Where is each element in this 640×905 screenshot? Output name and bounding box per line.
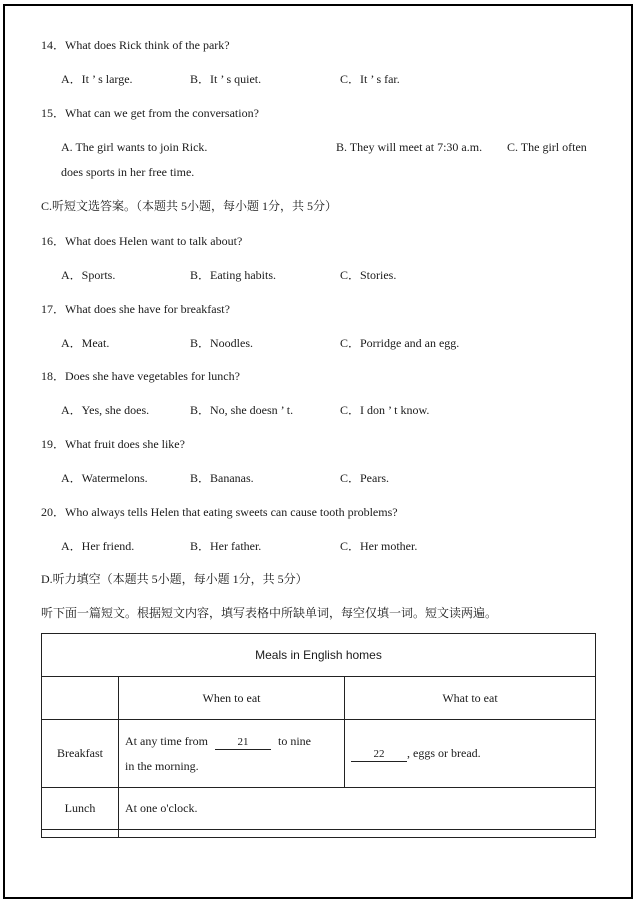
lunch-when: At one o'clock. xyxy=(119,788,596,830)
q20-option-a: A．Her friend. xyxy=(61,539,135,553)
question-19: 19．What fruit does she like? xyxy=(41,437,185,451)
q15-option-c-cont: does sports in her free time. xyxy=(61,165,195,179)
q19-option-a: A．Watermelons. xyxy=(61,471,148,485)
q19-option-c: C．Pears. xyxy=(340,471,389,485)
question-20: 20．Who always tells Helen that eating sweets can cause tooth problems? xyxy=(41,505,398,519)
header-empty-cell xyxy=(42,677,119,720)
header-when: When to eat xyxy=(119,677,345,720)
table-title: Meals in English homes xyxy=(42,634,596,677)
q19-option-b: B．Bananas. xyxy=(190,471,254,485)
q20-option-b: B．Her father. xyxy=(190,539,262,553)
breakfast-when-post: to nine xyxy=(277,733,311,748)
section-d-heading: D.听力填空（本题共 5小题，每小题 1分，共 5分） xyxy=(41,572,308,586)
meals-table xyxy=(41,633,596,838)
q20-option-c: C．Her mother. xyxy=(340,539,418,553)
question-14: 14．What does Rick think of the park? xyxy=(41,38,230,52)
q17-option-b: B．Noodles. xyxy=(190,336,254,350)
blank-22: 22 xyxy=(351,748,407,762)
q16-option-c: C．Stories. xyxy=(340,268,397,282)
breakfast-when-line2: in the morning. xyxy=(125,758,199,773)
q18-option-a: A．Yes, she does. xyxy=(61,403,150,417)
table-row-partial xyxy=(42,830,596,838)
question-16: 16．What does Helen want to talk about? xyxy=(41,234,243,248)
q14-option-c: C．It ’ s far. xyxy=(340,72,400,86)
q17-option-c: C．Porridge and an egg. xyxy=(340,336,460,350)
q14-option-b: B．It ’ s quiet. xyxy=(190,72,262,86)
q15-option-c: C. The girl often xyxy=(507,140,587,154)
section-d-instruction: 听下面一篇短文。根据短文内容，填写表格中所缺单词，每空仅填一词。短文读两遍。 xyxy=(41,606,498,620)
breakfast-what-post: , eggs or bread. xyxy=(407,745,481,760)
question-15: 15．What can we get from the conversation? xyxy=(41,106,259,120)
question-17: 17．What does she have for breakfast? xyxy=(41,302,230,316)
table-row-lunch xyxy=(42,788,596,830)
breakfast-what xyxy=(345,720,596,788)
q16-option-a: A．Sports. xyxy=(61,268,116,282)
breakfast-label: Breakfast xyxy=(42,720,119,788)
q18-option-b: B．No, she doesn ’ t. xyxy=(190,403,294,417)
q18-option-c: C．I don ’ t know. xyxy=(340,403,430,417)
question-18: 18．Does she have vegetables for lunch? xyxy=(41,369,240,383)
q15-option-a: A. The girl wants to join Rick. xyxy=(61,140,208,154)
partial-cell-right xyxy=(119,830,596,838)
lunch-label: Lunch xyxy=(42,788,119,830)
breakfast-when xyxy=(119,720,345,788)
header-what: What to eat xyxy=(345,677,596,720)
section-c-heading: C.听短文选答案。（本题共 5小题，每小题 1分，共 5分） xyxy=(41,199,338,213)
breakfast-when-pre: At any time from xyxy=(125,733,208,748)
partial-cell-left xyxy=(42,830,119,838)
q16-option-b: B．Eating habits. xyxy=(190,268,276,282)
table-row-breakfast xyxy=(42,720,596,788)
q14-option-a: A．It ’ s large. xyxy=(61,72,133,86)
q17-option-a: A．Meat. xyxy=(61,336,110,350)
blank-21: 21 xyxy=(215,736,271,750)
q15-option-b: B. They will meet at 7:30 a.m. xyxy=(336,140,483,154)
